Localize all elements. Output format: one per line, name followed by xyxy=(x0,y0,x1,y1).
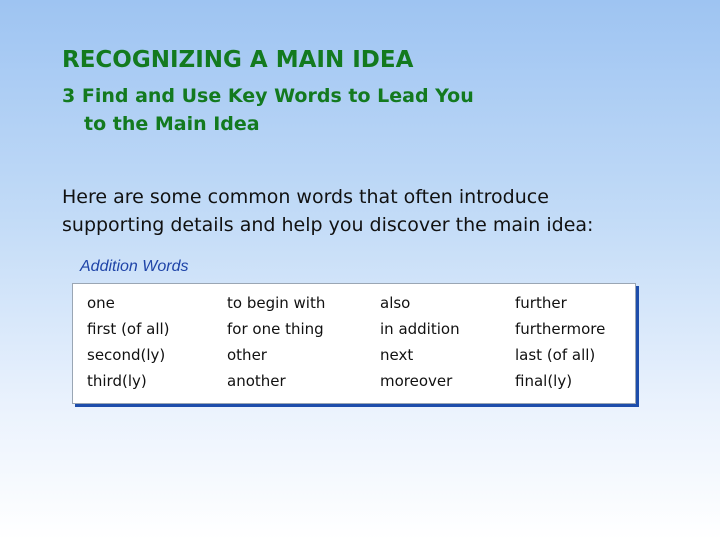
intro-line-2: supporting details and help you discover the main idea: xyxy=(62,214,594,236)
word-item: moreover xyxy=(380,372,453,390)
addition-words-box xyxy=(72,283,636,404)
word-item: one xyxy=(87,294,115,312)
slide-title: RECOGNIZING A MAIN IDEA xyxy=(62,47,414,73)
word-item: for one thing xyxy=(227,320,324,338)
word-item: also xyxy=(380,294,411,312)
slide-subtitle xyxy=(62,82,474,138)
word-item: in addition xyxy=(380,320,460,338)
word-item: final(ly) xyxy=(515,372,573,390)
intro-paragraph xyxy=(62,183,682,239)
word-column-1 xyxy=(87,290,170,394)
word-item: next xyxy=(380,346,414,364)
word-item: to begin with xyxy=(227,294,326,312)
subtitle-line-1: 3 Find and Use Key Words to Lead You xyxy=(62,85,474,107)
word-item: further xyxy=(515,294,567,312)
subtitle-line-2: to the Main Idea xyxy=(84,113,260,135)
addition-words-label: Addition Words xyxy=(80,258,189,275)
word-item: second(ly) xyxy=(87,346,166,364)
word-item: last (of all) xyxy=(515,346,596,364)
intro-line-1: Here are some common words that often introduce xyxy=(62,186,549,208)
word-item: furthermore xyxy=(515,320,606,338)
word-item: third(ly) xyxy=(87,372,147,390)
word-column-2 xyxy=(227,290,325,394)
word-column-3 xyxy=(380,290,460,394)
word-item: another xyxy=(227,372,286,390)
word-item: first (of all) xyxy=(87,320,170,338)
word-column-4 xyxy=(515,290,605,394)
word-item: other xyxy=(227,346,267,364)
